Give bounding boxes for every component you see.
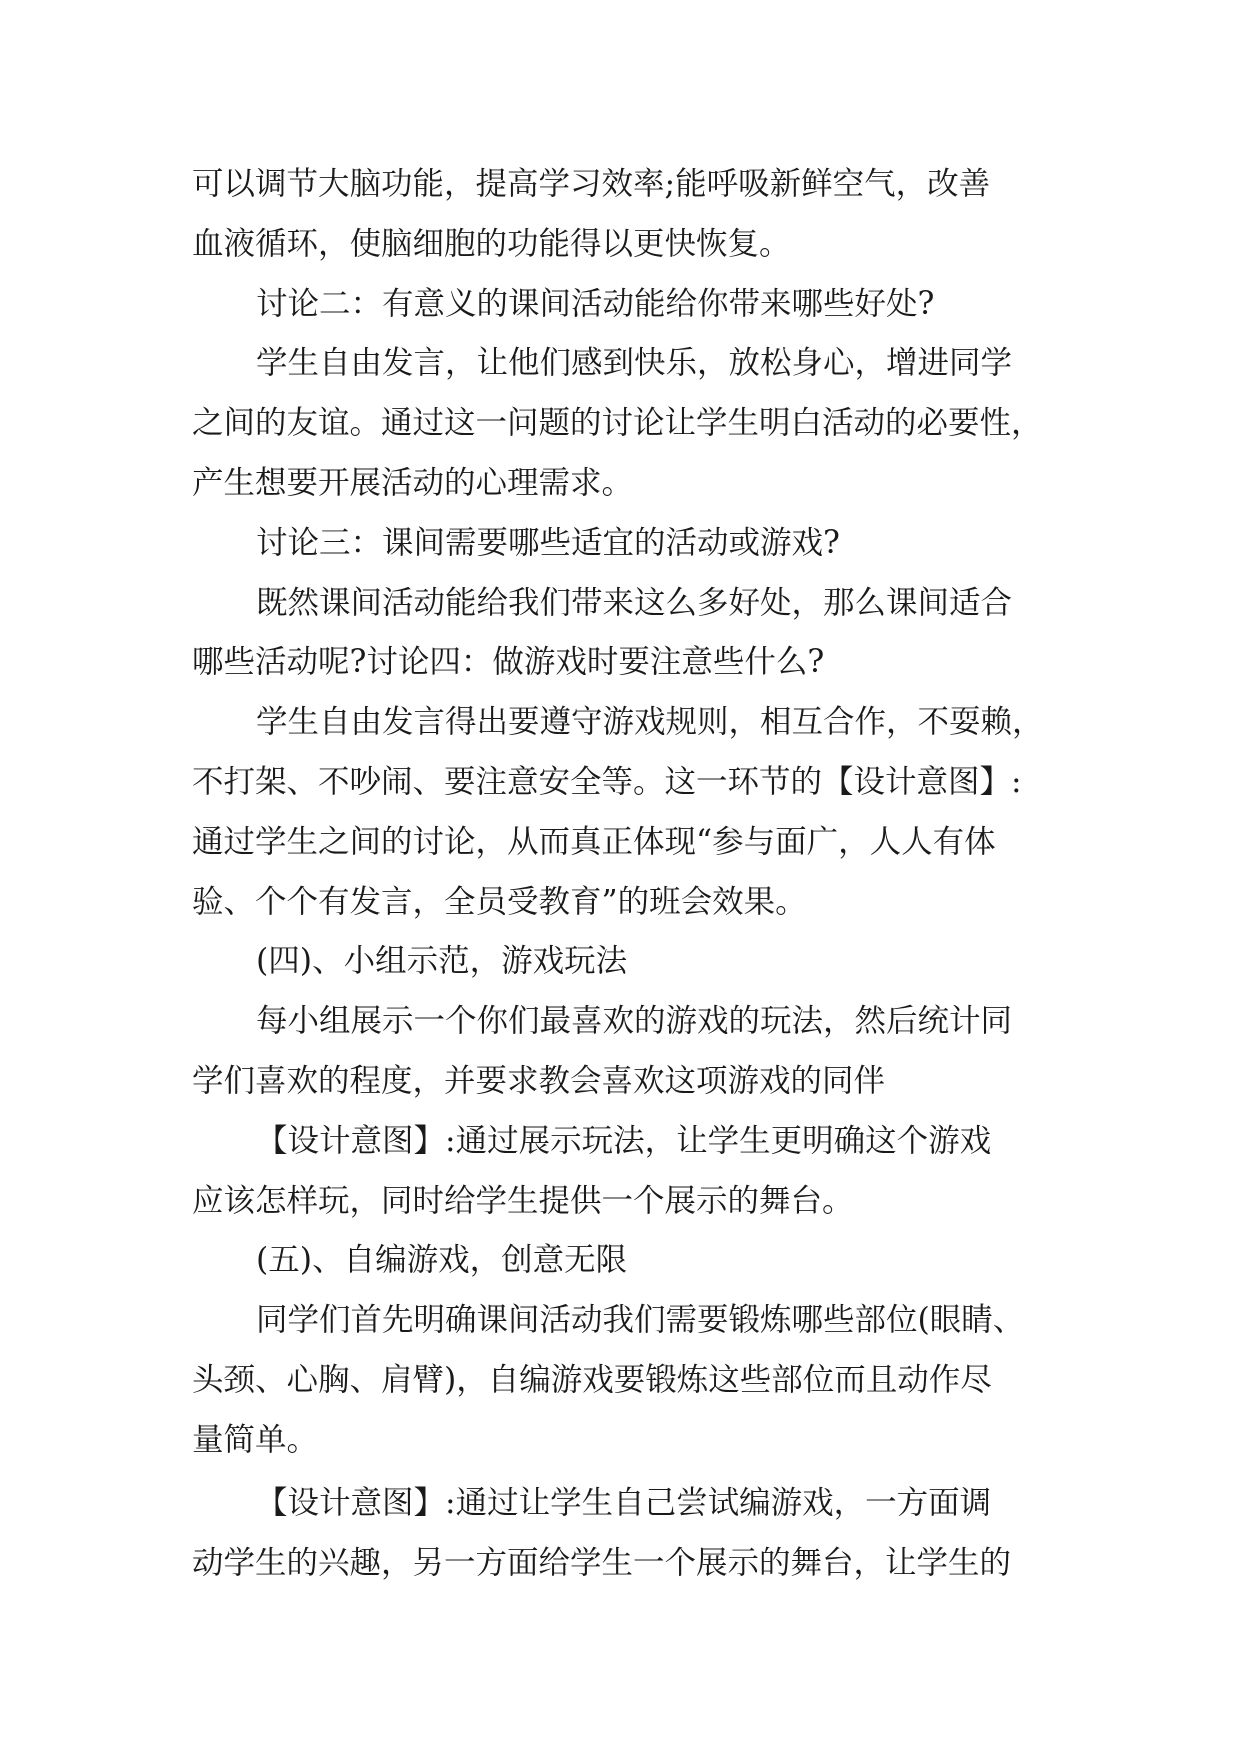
text-line: 不打架、不吵闹、要注意安全等。这一环节的【设计意图】: bbox=[192, 764, 1022, 800]
text-line: 学们喜欢的程度，并要求教会喜欢这项游戏的同伴 bbox=[192, 1063, 886, 1099]
text-line: 同学们首先明确课间活动我们需要锻炼哪些部位(眼睛、 bbox=[256, 1302, 1025, 1338]
text-line: 每小组展示一个你们最喜欢的游戏的玩法，然后统计同 bbox=[256, 1003, 1013, 1039]
text-line: 既然课间活动能给我们带来这么多好处，那么课间适合 bbox=[256, 585, 1013, 621]
text-line: 应该怎样玩，同时给学生提供一个展示的舞台。 bbox=[192, 1183, 854, 1219]
text-line: 【设计意图】:通过让学生自己尝试编游戏，一方面调 bbox=[256, 1485, 992, 1521]
text-line: 动学生的兴趣，另一方面给学生一个展示的舞台，让学生的 bbox=[192, 1545, 1012, 1581]
text-line: 产生想要开展活动的心理需求。 bbox=[192, 465, 634, 501]
text-line: 血液循环，使脑细胞的功能得以更快恢复。 bbox=[192, 226, 791, 262]
text-line: 【设计意图】:通过展示玩法，让学生更明确这个游戏 bbox=[256, 1123, 992, 1159]
text-line: 哪些活动呢?讨论四：做游戏时要注意些什么? bbox=[192, 644, 825, 680]
text-line: 讨论三：课间需要哪些适宜的活动或游戏? bbox=[256, 525, 840, 561]
text-line: 验、个个有发言，全员受教育”的班会效果。 bbox=[192, 884, 807, 920]
text-line: 讨论二：有意义的课间活动能给你带来哪些好处? bbox=[256, 286, 935, 322]
text-line: 头颈、心胸、肩臂)，自编游戏要锻炼这些部位而且动作尽 bbox=[192, 1362, 992, 1398]
text-line: 学生自由发言，让他们感到快乐，放松身心，增进同学 bbox=[256, 345, 1013, 381]
section-heading: (四)、小组示范，游戏玩法 bbox=[256, 943, 628, 979]
text-line: 之间的友谊。通过这一问题的讨论让学生明白活动的必要性， bbox=[192, 405, 1043, 441]
text-line: 可以调节大脑功能，提高学习效率;能呼吸新鲜空气，改善 bbox=[192, 166, 991, 202]
section-heading: (五)、自编游戏，创意无限 bbox=[256, 1242, 628, 1278]
text-line: 通过学生之间的讨论，从而真正体现“参与面广，人人有体 bbox=[192, 824, 996, 860]
text-line: 学生自由发言得出要遵守游戏规则，相互合作，不耍赖， bbox=[256, 704, 1044, 740]
text-line: 量简单。 bbox=[192, 1422, 319, 1458]
